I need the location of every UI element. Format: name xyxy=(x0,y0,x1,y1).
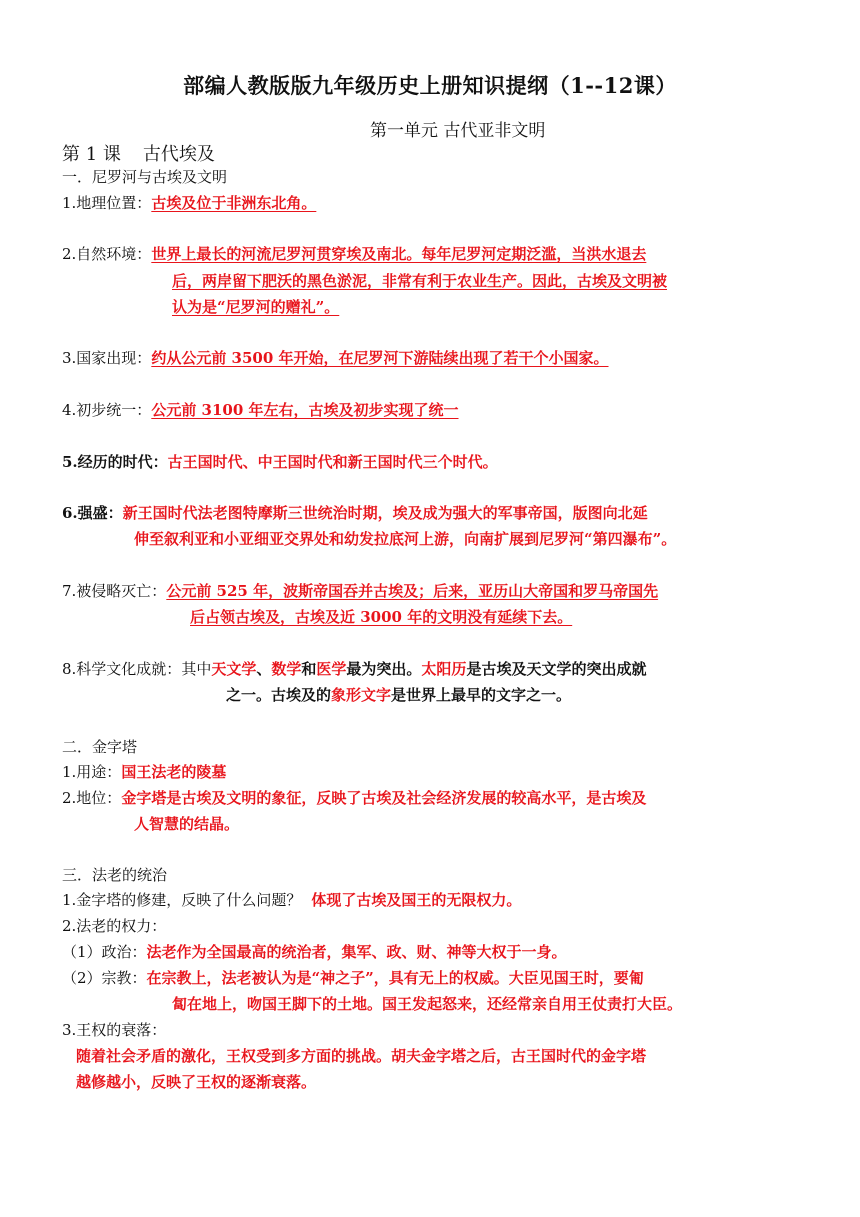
highlight-term: 天文学 xyxy=(211,660,257,678)
item-cont xyxy=(226,682,571,708)
text-run: 、 xyxy=(256,660,272,678)
item-label: 1.地理位置： xyxy=(62,194,152,212)
list-item xyxy=(62,500,648,526)
list-item xyxy=(62,345,609,371)
item-label: 4.初步统一： xyxy=(62,401,152,419)
highlight-term: 象形文字 xyxy=(331,686,392,704)
item-answer: 随着社会矛盾的激化，王权受到多方面的挑战。胡夫金字塔之后，古王国时代的金字塔 xyxy=(76,1047,647,1065)
item-answer: 法老作为全国最高的统治者，集军、政、财、神等大权于一身。 xyxy=(146,943,567,961)
document-title: 部编人教版版九年级历史上册知识提纲（1--12课） xyxy=(183,73,677,98)
item-answer: 古埃及位于非洲东北角。 xyxy=(151,194,317,212)
item-label: 2.地位： xyxy=(62,789,122,807)
item-label: 2.自然环境： xyxy=(62,245,152,263)
list-item xyxy=(62,578,658,604)
text-run: 之一。古埃及的 xyxy=(226,686,332,704)
unit-heading: 第一单元 古代亚非文明 xyxy=(370,121,546,141)
list-item xyxy=(62,785,646,811)
highlight-term: 医学 xyxy=(316,660,347,678)
item-answer: 新王国时代法老图特摩斯三世统治时期，埃及成为强大的军事帝国，版图向北延 xyxy=(122,504,648,522)
item-label: （1）政治： xyxy=(62,943,147,961)
text-run: 和 xyxy=(301,660,317,678)
item-answer-cont: 匐在地上，吻国王脚下的土地。国王发起怒来，还经常亲自用王仗责打大臣。 xyxy=(172,995,683,1013)
item-answer: 金字塔是古埃及文明的象征，反映了古埃及社会经济发展的较高水平，是古埃及 xyxy=(121,789,647,807)
section-heading: 三．法老的统治 xyxy=(62,866,168,884)
item-label: 6.强盛： xyxy=(62,504,123,522)
lesson-heading xyxy=(62,140,215,166)
list-item xyxy=(62,759,226,785)
list-item xyxy=(62,939,567,965)
section-heading: 一．尼罗河与古埃及文明 xyxy=(62,168,228,186)
list-item xyxy=(62,449,498,475)
lesson-name: 古代埃及 xyxy=(142,144,215,165)
item-answer: 公元前 3100 年左右，古埃及初步实现了统一 xyxy=(151,401,459,419)
item-label: 1.用途： xyxy=(62,763,122,781)
item-label: 8.科学文化成就： xyxy=(62,660,182,678)
item-answer: 世界上最长的河流尼罗河贯穿埃及南北。每年尼罗河定期泛滥，当洪水退去 xyxy=(151,245,647,263)
section-heading: 二．金字塔 xyxy=(62,738,138,756)
lesson-number: 第 1 课 xyxy=(62,144,121,165)
text-run: 其中 xyxy=(181,660,212,678)
list-item xyxy=(62,190,316,216)
item-label: 3.国家出现： xyxy=(62,349,152,367)
item-answer-cont: 人智慧的结晶。 xyxy=(134,815,240,833)
item-answer-cont: 后，两岸留下肥沃的黑色淤泥，非常有利于农业生产。因此，古埃及文明被 xyxy=(172,272,668,290)
item-answer: 约从公元前 3500 年开始，在尼罗河下游陆续出现了若干个小国家。 xyxy=(151,349,609,367)
item-answer-cont: 后占领古埃及，古埃及近 3000 年的文明没有延续下去。 xyxy=(190,608,573,626)
item-label: 1.金字塔的修建，反映了什么问题？ xyxy=(62,891,302,909)
highlight-term: 太阳历 xyxy=(421,660,467,678)
list-item: 2.法老的权力： xyxy=(62,917,167,935)
item-label: （2）宗教： xyxy=(62,969,147,987)
text-run: 最为突出。 xyxy=(346,660,422,678)
item-answer-cont: 越修越小，反映了王权的逐渐衰落。 xyxy=(76,1073,317,1091)
item-label: 5.经历的时代： xyxy=(62,453,168,471)
list-item xyxy=(62,397,459,423)
text-run: 是世界上最早的文字之一。 xyxy=(391,686,572,704)
item-answer: 体现了古埃及国王的无限权力。 xyxy=(311,891,522,909)
item-answer-cont: 伸至叙利亚和小亚细亚交界处和幼发拉底河上游，向南扩展到尼罗河“第四瀑布”。 xyxy=(134,530,677,548)
list-item xyxy=(62,241,646,267)
highlight-term: 数学 xyxy=(271,660,302,678)
item-label: 7.被侵略灭亡： xyxy=(62,582,167,600)
list-item: 3.王权的衰落： xyxy=(62,1021,167,1039)
list-item xyxy=(62,656,646,682)
text-run: 是古埃及天文学的突出成就 xyxy=(466,660,647,678)
item-answer: 古王国时代、中王国时代和新王国时代三个时代。 xyxy=(167,453,498,471)
item-answer: 公元前 525 年，波斯帝国吞并古埃及；后来，亚历山大帝国和罗马帝国先 xyxy=(166,582,659,600)
item-answer-cont: 认为是“尼罗河的赠礼”。 xyxy=(172,298,340,316)
list-item xyxy=(62,887,521,913)
item-answer: 在宗教上，法老被认为是“神之子”，具有无上的权威。大臣见国王时，要匍 xyxy=(146,969,644,987)
item-answer: 国王法老的陵墓 xyxy=(121,763,227,781)
list-item xyxy=(62,965,644,991)
